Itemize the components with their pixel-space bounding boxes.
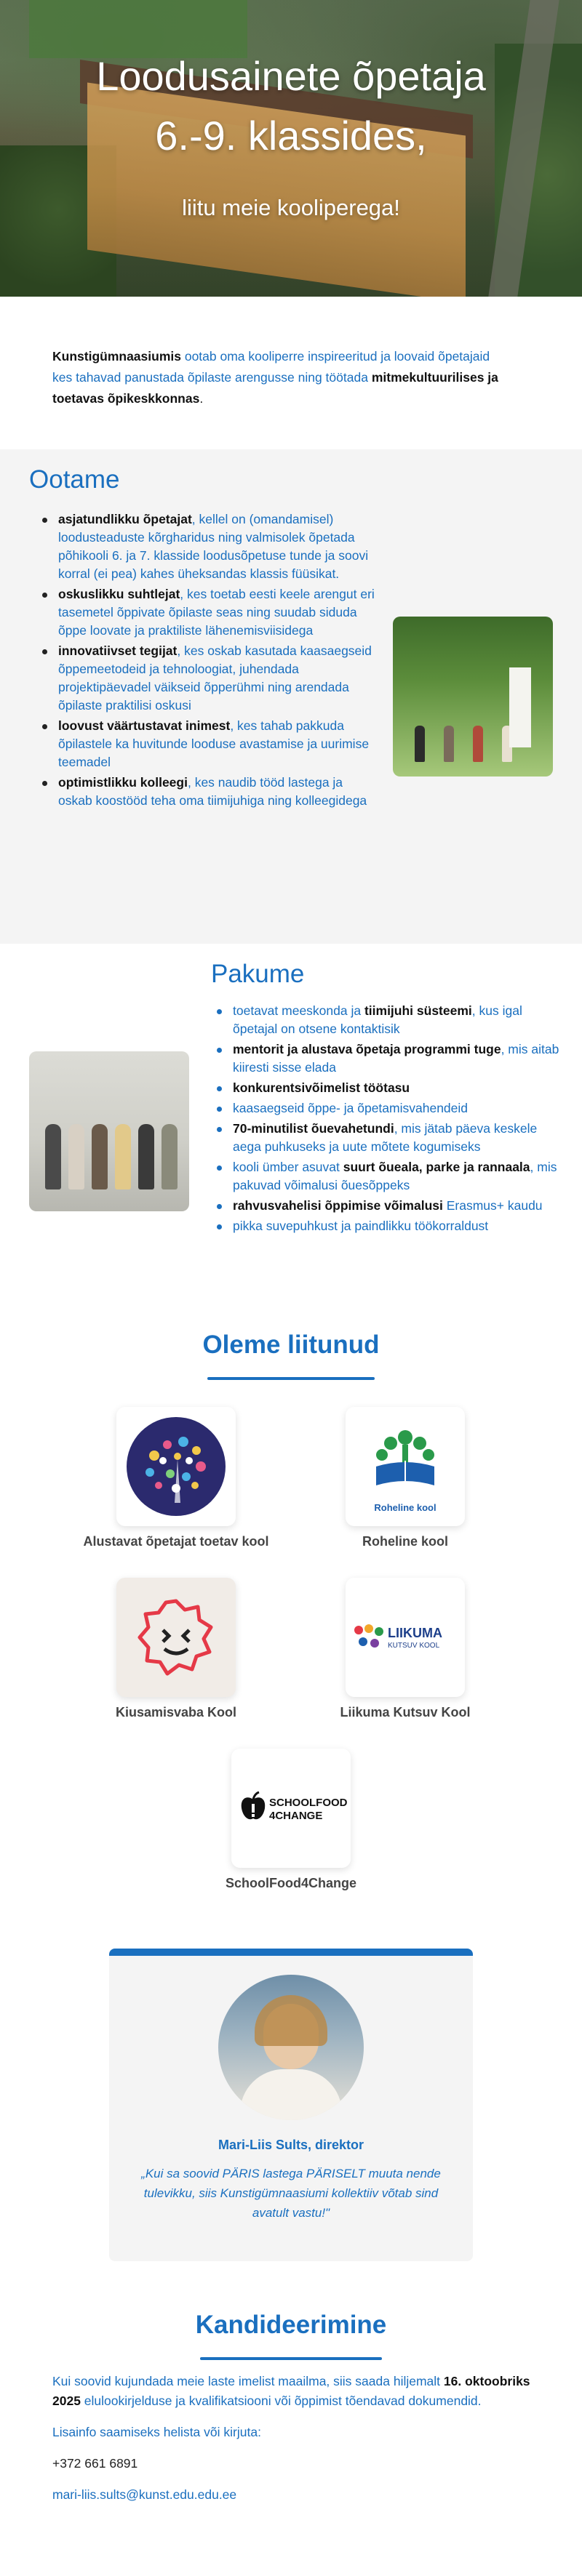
hero-banner (0, 0, 582, 297)
kandideerimine-title-underline (200, 2357, 382, 2360)
ootame-item-text: , kes oskab kasutada kaasaegseid õppemeetodeid ja tehnoloogiat, juhendada projektipäevadel väikseid õpperühmi ning arendada õpilaste praktilisi oskusi (58, 643, 372, 713)
ootame-item (36, 642, 378, 715)
contact-info-text: Lisainfo saamiseks helista või kirjuta: (52, 2425, 261, 2439)
pakume-item (211, 1099, 560, 1118)
oleme-title: Oleme liitunud (202, 1331, 380, 1359)
ootame-item-bold: optimistlikku kolleegi (58, 775, 188, 790)
ootame-item-bold: loovust väärtustavat inimest (58, 718, 231, 733)
teacher-support-logo[interactable] (116, 1407, 236, 1526)
pakume-item-bold: tiimijuhi süsteemi (364, 1003, 472, 1018)
ootame-item-text: , kes tahab pakkuda õpilastele ka huvitunde looduse avastamise ja uurimise teemadel (58, 718, 370, 769)
pakume-item-bold: suurt õueala, parke ja rannaala (343, 1160, 530, 1174)
person-figure (444, 726, 454, 762)
pakume-item-text: , mis aitab kiiresti sisse elada (233, 1042, 559, 1075)
logo-label: SchoolFood4Change (226, 1876, 356, 1890)
pakume-item (211, 1079, 560, 1097)
pakume-item-text: toetavat meeskonda ja (233, 1003, 364, 1018)
logo-label: Kiusamisvaba Kool (115, 1705, 237, 1720)
avatar-body (240, 2069, 342, 2120)
pakume-item-text: , mis pakuvad võimalusi õuesõppeks (233, 1160, 557, 1192)
liikuma-logo-text: LIIKUMA (388, 1626, 442, 1640)
bullying-free-logo-graphic (132, 1594, 220, 1681)
ootame-item (36, 510, 378, 583)
pakume-section (0, 944, 582, 1322)
avatar-hair (255, 1995, 327, 2046)
pakume-item-text: kaasaegseid õppe- ja õpetamisvahendeid (233, 1101, 469, 1115)
intro-bold: mitmekultuurilises ja toetavas õpikeskkonnas (52, 370, 498, 406)
person-figure (473, 726, 483, 762)
person-figure (415, 726, 425, 762)
ootame-item (36, 585, 378, 640)
pakume-title: Pakume (211, 960, 305, 988)
ootame-item-bold: oskuslikku suhtlejat (58, 587, 180, 601)
person-figure (68, 1124, 84, 1189)
hero-title-line1: Loodusainete õpetaja (96, 53, 486, 99)
oleme-title-underline (207, 1377, 375, 1380)
ootame-item-text: , kes toetab eesti keele arengut eri tasemetel õppivate õpilaste seas ning suudab siduda õppe loovate ja praktiliste lähenemisviisidega (58, 587, 375, 638)
liikuma-logo[interactable] (346, 1578, 465, 1697)
pakume-item-text: , kus igal õpetajal on otsene kontaktisik (233, 1003, 522, 1036)
contact-phone[interactable]: +372 661 6891 (52, 2456, 138, 2471)
pakume-item-bold: konkurentsivõimelist töötasu (233, 1080, 410, 1095)
person-figure (92, 1124, 108, 1189)
ootame-item-text: , kes naudib tööd lastega ja oskab koostööd teha oma tiimijuhiga ning kolleegidega (58, 775, 367, 808)
pakume-item-bold: rahvusvahelisi õppimise võimalusi (233, 1198, 443, 1213)
kandideerimine-text1: Kui soovid kujundada meie laste imelist maailma, siis saada hiljemalt (52, 2374, 444, 2388)
schoolfood-logo-text: SCHOOLFOOD (269, 1797, 348, 1809)
person-figure (115, 1124, 131, 1189)
pakume-item-bold: mentorit ja alustava õpetaja programmi tuge (233, 1042, 501, 1056)
person-figure (162, 1124, 178, 1189)
kandideerimine-body (52, 2372, 547, 2516)
quote-author: Mari-Liis Sults, direktor (218, 2138, 364, 2152)
pakume-item-bold: 70-minutilist õuevahetundi (233, 1121, 394, 1136)
teacher-support-logo-graphic (125, 1416, 227, 1517)
pakume-item (211, 1217, 560, 1235)
green-school-logo-text: Roheline kool (374, 1502, 436, 1513)
intro-school: Kunstigümnaasiumis (52, 349, 181, 364)
kandideerimine-text2: elulookirjelduse ja kvalifikatsiooni või õppimist tõendavad dokumendid. (80, 2394, 482, 2408)
pakume-item (211, 1197, 560, 1215)
ootame-item (36, 774, 378, 810)
pakume-list (211, 1002, 560, 1237)
apple-icon (240, 1791, 266, 1821)
pakume-item-text: pikka suvepuhkust ja paindlikku töökorraldust (233, 1219, 489, 1233)
bullying-free-logo[interactable] (116, 1578, 236, 1697)
director-avatar (218, 1975, 364, 2120)
ootame-list (36, 510, 378, 812)
logo-label: Alustavat õpetajat toetav kool (83, 1534, 269, 1549)
liikuma-logo-subtext: KUTSUV KOOL (388, 1642, 440, 1650)
hero-subtitle: liitu meie kooliperega! (182, 195, 400, 220)
ootame-section (0, 449, 582, 944)
ootame-item (36, 717, 378, 771)
schoolfood-logo[interactable] (231, 1749, 351, 1868)
intro-text (52, 346, 511, 409)
ootame-title: Ootame (29, 465, 120, 494)
green-school-logo[interactable] (346, 1407, 465, 1526)
teachers-group-photo (29, 1051, 189, 1211)
whiteboard (509, 667, 531, 747)
quote-card-accent-bar (109, 1949, 473, 1956)
deadline: 16. oktoobriks 2025 (52, 2374, 530, 2408)
kandideerimine-text (52, 2372, 547, 2411)
pakume-item-text: Erasmus+ kaudu (442, 1198, 543, 1213)
hero-title-line2: 6.-9. klassides, (155, 113, 427, 159)
contact-email-link[interactable]: mari-liis.sults@kunst.edu.edu.ee (52, 2487, 237, 2502)
schoolfood-logo-subtext: 4CHANGE (269, 1810, 323, 1822)
logo-label: Roheline kool (362, 1534, 448, 1549)
liikuma-logo-graphic (353, 1623, 386, 1652)
pakume-item (211, 1002, 560, 1038)
pakume-item-text: , mis jätab päeva keskele aega puhkuseks ja uute mõtete kogumiseks (233, 1121, 538, 1154)
pakume-item (211, 1158, 560, 1195)
quote-text: „Kui sa soovid PÄRIS lastega PÄRISELT muuta nende tulevikku, siis Kunstigümnaasiumi kollektiiv võtab sind avatult vastu!" (141, 2167, 441, 2220)
ootame-item-bold: asjatundlikku õpetajat (58, 512, 192, 526)
outdoor-class-photo (393, 617, 553, 777)
ootame-item-text: , kellel on (omandamisel) loodusteaduste kõrgharidus ning valmisolek õpetada põhikooli 6. ja 7. klasside loodusõpetuse tunde ja soovi korral (ei pea) kahes üheksandas klassis füüsikat. (58, 512, 369, 581)
person-figure (45, 1124, 61, 1189)
ootame-item-bold: innovatiivset tegijat (58, 643, 178, 658)
intro-text1: ootab oma kooliperre inspireeritud ja loovaid õpetajaid kes tahavad panustada õpilaste arengusse ning töötada (52, 349, 490, 385)
pakume-item (211, 1040, 560, 1077)
person-figure (138, 1124, 154, 1189)
kandideerimine-title: Kandideerimine (195, 2311, 387, 2339)
director-quote-card (109, 1949, 473, 2261)
intro-end: . (199, 391, 204, 406)
logo-label: Liikuma Kutsuv Kool (340, 1705, 471, 1720)
pakume-item (211, 1120, 560, 1156)
pakume-item-text: kooli ümber asuvat (233, 1160, 343, 1174)
